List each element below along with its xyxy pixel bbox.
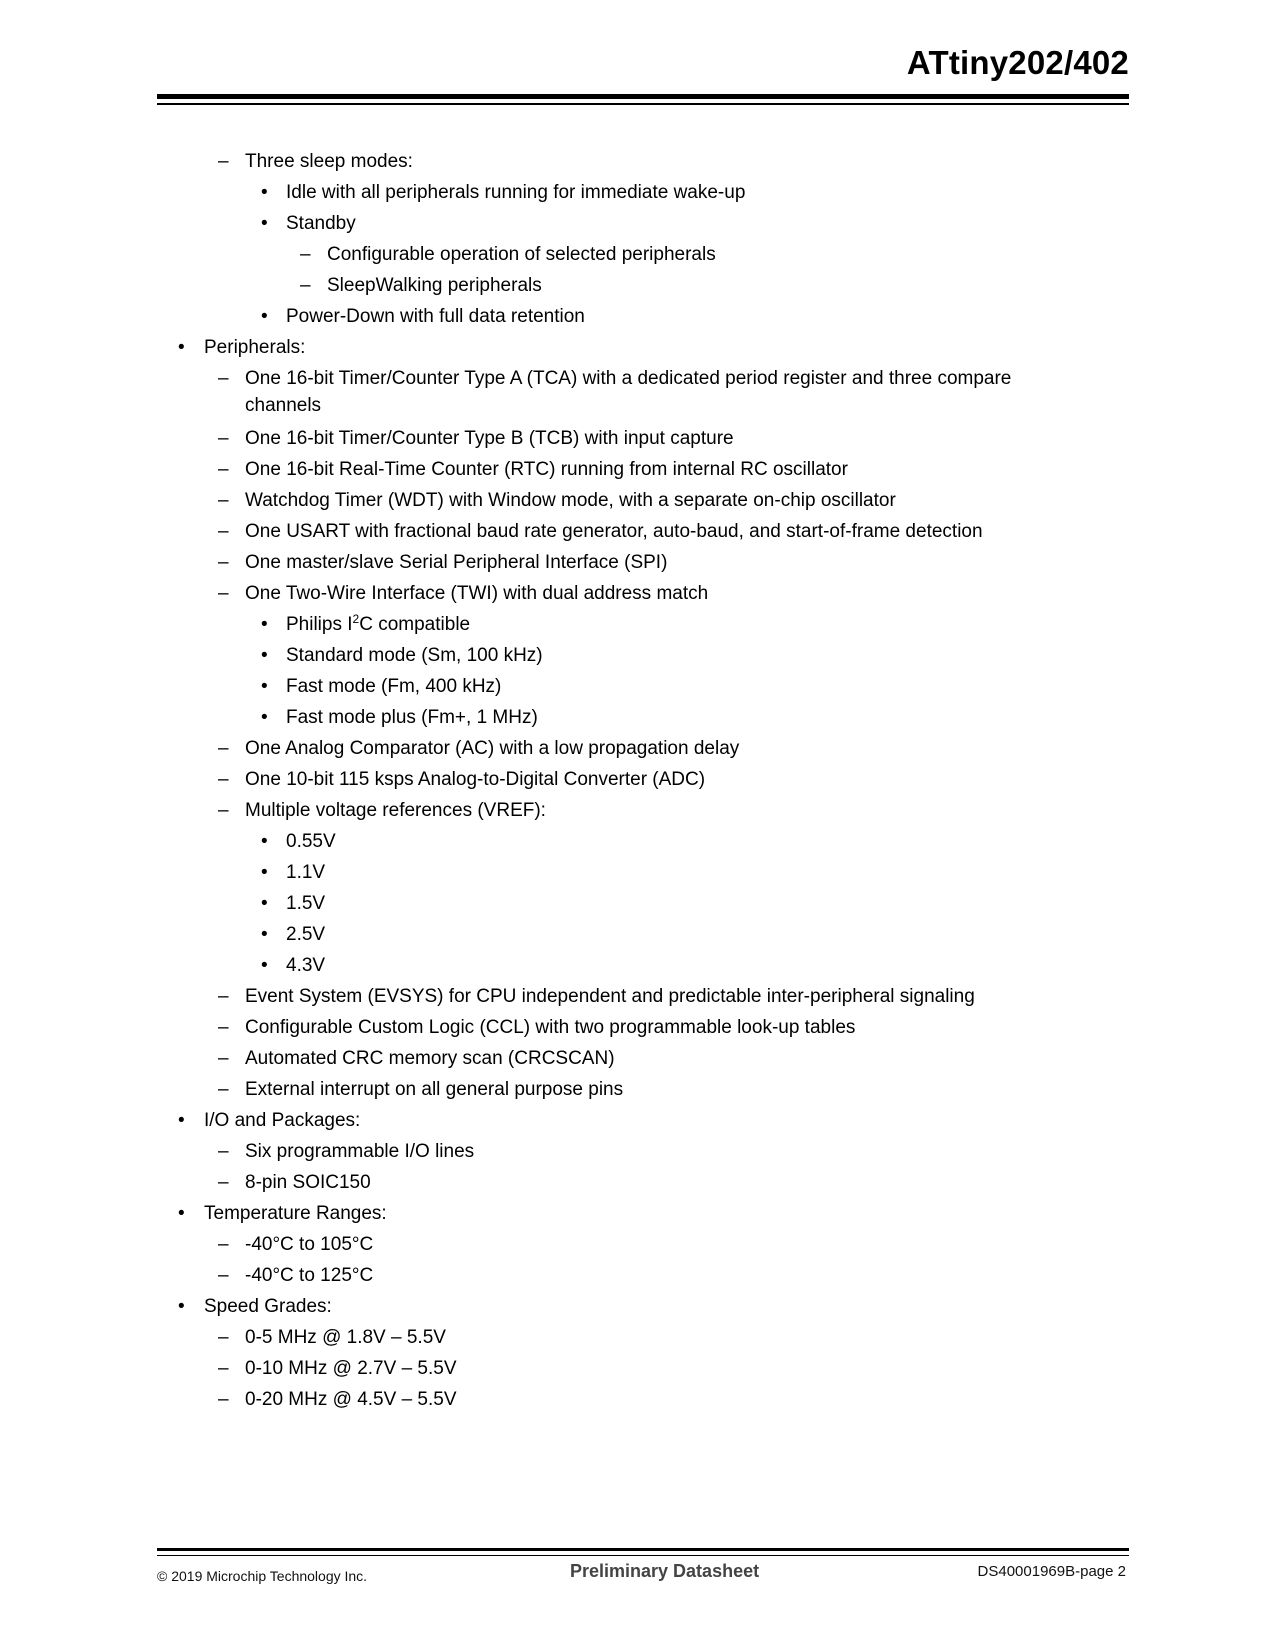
list-item-text: One USART with fractional baud rate generator, auto-baud, and start-of-frame detection — [245, 521, 983, 542]
bullet-marker: • — [261, 831, 268, 852]
dash-marker: – — [218, 1389, 229, 1410]
list-item-text: One 10-bit 115 ksps Analog-to-Digital Converter (ADC) — [245, 769, 706, 790]
dash-marker: – — [218, 1172, 229, 1193]
list-item-text: 0.55V — [286, 831, 336, 852]
list-item-text: Three sleep modes: — [245, 151, 413, 172]
bullet-marker: • — [178, 1203, 185, 1224]
list-item-text: SleepWalking peripherals — [327, 275, 542, 296]
bullet-marker: • — [261, 182, 268, 203]
document-title: ATtiny202/402 — [906, 44, 1129, 81]
list-item-text: -40°C to 105°C — [245, 1234, 374, 1255]
list-item — [0, 485, 1275, 516]
list-item-text: Speed Grades: — [204, 1296, 332, 1317]
dash-marker: – — [300, 244, 311, 265]
list-item — [0, 857, 1275, 888]
bullet-marker: • — [261, 924, 268, 945]
list-item — [0, 1198, 1275, 1229]
list-item-text: 1.1V — [286, 862, 326, 883]
list-item — [0, 1136, 1275, 1167]
list-item — [0, 950, 1275, 981]
list-item-text: 2.5V — [286, 924, 326, 945]
bullet-marker: • — [261, 306, 268, 327]
list-item — [0, 1012, 1275, 1043]
list-item-text: -40°C to 125°C — [245, 1265, 374, 1286]
list-item — [0, 516, 1275, 547]
dash-marker: – — [218, 368, 229, 389]
footer-doc-type: Preliminary Datasheet — [570, 1561, 760, 1581]
list-item-text: One Analog Comparator (AC) with a low propagation delay — [245, 738, 740, 759]
footer-page-number: DS40001969B-page 2 — [977, 1563, 1126, 1580]
list-item — [0, 1260, 1275, 1291]
list-item-text: One 16-bit Real-Time Counter (RTC) running from internal RC oscillator — [245, 459, 848, 480]
list-item-text: Peripherals: — [204, 337, 306, 358]
dash-marker: – — [218, 986, 229, 1007]
dash-marker: – — [218, 1234, 229, 1255]
list-item — [0, 177, 1275, 208]
dash-marker: – — [218, 1079, 229, 1100]
list-item-text: Event System (EVSYS) for CPU independent and predictable inter-peripheral signaling — [245, 986, 975, 1007]
bullet-marker: • — [261, 676, 268, 697]
list-item — [0, 1353, 1275, 1384]
list-item — [0, 1291, 1275, 1322]
list-item — [0, 1229, 1275, 1260]
list-item — [0, 146, 1275, 177]
list-item — [0, 1167, 1275, 1198]
list-item-text: One master/slave Serial Peripheral Interface (SPI) — [245, 552, 668, 573]
superscript: 2 — [352, 612, 360, 626]
list-item — [0, 1105, 1275, 1136]
bullet-marker: • — [178, 337, 185, 358]
feature-list — [0, 146, 1275, 1415]
bullet-marker: • — [178, 1296, 185, 1317]
list-item — [0, 454, 1275, 485]
list-item-text: 4.3V — [286, 955, 326, 976]
dash-marker: – — [218, 1048, 229, 1069]
dash-marker: – — [218, 428, 229, 449]
list-item — [0, 208, 1275, 239]
list-item — [0, 578, 1275, 609]
list-item-text: One Two-Wire Interface (TWI) with dual address match — [245, 583, 709, 604]
list-item — [0, 1384, 1275, 1415]
list-item — [0, 270, 1275, 301]
list-item-text: One 16-bit Timer/Counter Type B (TCB) with input capture — [245, 428, 734, 449]
list-item — [0, 609, 1275, 640]
header-rule-thin — [157, 103, 1129, 105]
bullet-marker: • — [261, 893, 268, 914]
bullet-marker: • — [261, 614, 268, 635]
dash-marker: – — [218, 1327, 229, 1348]
bullet-marker: • — [261, 707, 268, 728]
list-item-text: One 16-bit Timer/Counter Type A (TCA) with a dedicated period register and three compare channels — [245, 368, 1012, 416]
footer-copyright: © 2019 Microchip Technology Inc. — [157, 1568, 368, 1584]
list-item-text: 0-10 MHz @ 2.7V – 5.5V — [245, 1358, 457, 1379]
list-item-text: Multiple voltage references (VREF): — [245, 800, 546, 821]
bullet-marker: • — [261, 213, 268, 234]
list-item — [0, 888, 1275, 919]
list-item-text: Idle with all peripherals running for immediate wake-up — [286, 182, 746, 203]
list-item-text: Configurable operation of selected peripherals — [327, 244, 716, 265]
dash-marker: – — [218, 1265, 229, 1286]
list-item-text: 0-20 MHz @ 4.5V – 5.5V — [245, 1389, 457, 1410]
list-item-text: Fast mode (Fm, 400 kHz) — [286, 676, 502, 697]
footer-rule-thick — [157, 1548, 1129, 1551]
list-item — [0, 919, 1275, 950]
list-item — [0, 764, 1275, 795]
list-item — [0, 547, 1275, 578]
bullet-marker: • — [261, 645, 268, 666]
bullet-marker: • — [261, 955, 268, 976]
dash-marker: – — [218, 521, 229, 542]
dash-marker: – — [218, 738, 229, 759]
list-item — [0, 640, 1275, 671]
list-item — [0, 239, 1275, 270]
dash-marker: – — [218, 1017, 229, 1038]
header-rule-thick — [157, 94, 1129, 99]
list-item — [0, 733, 1275, 764]
footer-rule-thin — [157, 1555, 1129, 1556]
list-item — [0, 363, 1275, 423]
list-item-text: Six programmable I/O lines — [245, 1141, 475, 1162]
list-item-text-part: C compatible — [359, 614, 471, 635]
dash-marker: – — [218, 490, 229, 511]
bullet-marker: • — [261, 862, 268, 883]
list-item — [0, 1043, 1275, 1074]
bullet-marker: • — [178, 1110, 185, 1131]
list-item — [0, 981, 1275, 1012]
list-item — [0, 702, 1275, 733]
list-item — [0, 423, 1275, 454]
dash-marker: – — [218, 151, 229, 172]
list-item-text: Standby — [286, 213, 356, 234]
list-item-text: Power-Down with full data retention — [286, 306, 585, 327]
list-item — [0, 1074, 1275, 1105]
dash-marker: – — [218, 769, 229, 790]
dash-marker: – — [218, 1141, 229, 1162]
list-item-text: Configurable Custom Logic (CCL) with two programmable look-up tables — [245, 1017, 856, 1038]
list-item-text: Standard mode (Sm, 100 kHz) — [286, 645, 543, 666]
list-item-text: Automated CRC memory scan (CRCSCAN) — [245, 1048, 615, 1069]
list-item — [0, 301, 1275, 332]
dash-marker: – — [218, 459, 229, 480]
list-item — [0, 1322, 1275, 1353]
list-item-text: 0-5 MHz @ 1.8V – 5.5V — [245, 1327, 446, 1348]
dash-marker: – — [300, 275, 311, 296]
list-item-text — [286, 609, 470, 640]
list-item-text: Watchdog Timer (WDT) with Window mode, with a separate on-chip oscillator — [245, 490, 896, 511]
list-item-text: 8-pin SOIC150 — [245, 1172, 371, 1193]
dash-marker: – — [218, 583, 229, 604]
list-item — [0, 826, 1275, 857]
list-item-text-part: Philips I — [286, 614, 353, 635]
list-item-text: Temperature Ranges: — [204, 1203, 387, 1224]
dash-marker: – — [218, 1358, 229, 1379]
list-item — [0, 332, 1275, 363]
list-item-text: External interrupt on all general purpose pins — [245, 1079, 624, 1100]
list-item — [0, 671, 1275, 702]
dash-marker: – — [218, 552, 229, 573]
list-item-text: Fast mode plus (Fm+, 1 MHz) — [286, 707, 538, 728]
list-item-text: I/O and Packages: — [204, 1110, 361, 1131]
dash-marker: – — [218, 800, 229, 821]
list-item-text: 1.5V — [286, 893, 326, 914]
list-item — [0, 795, 1275, 826]
